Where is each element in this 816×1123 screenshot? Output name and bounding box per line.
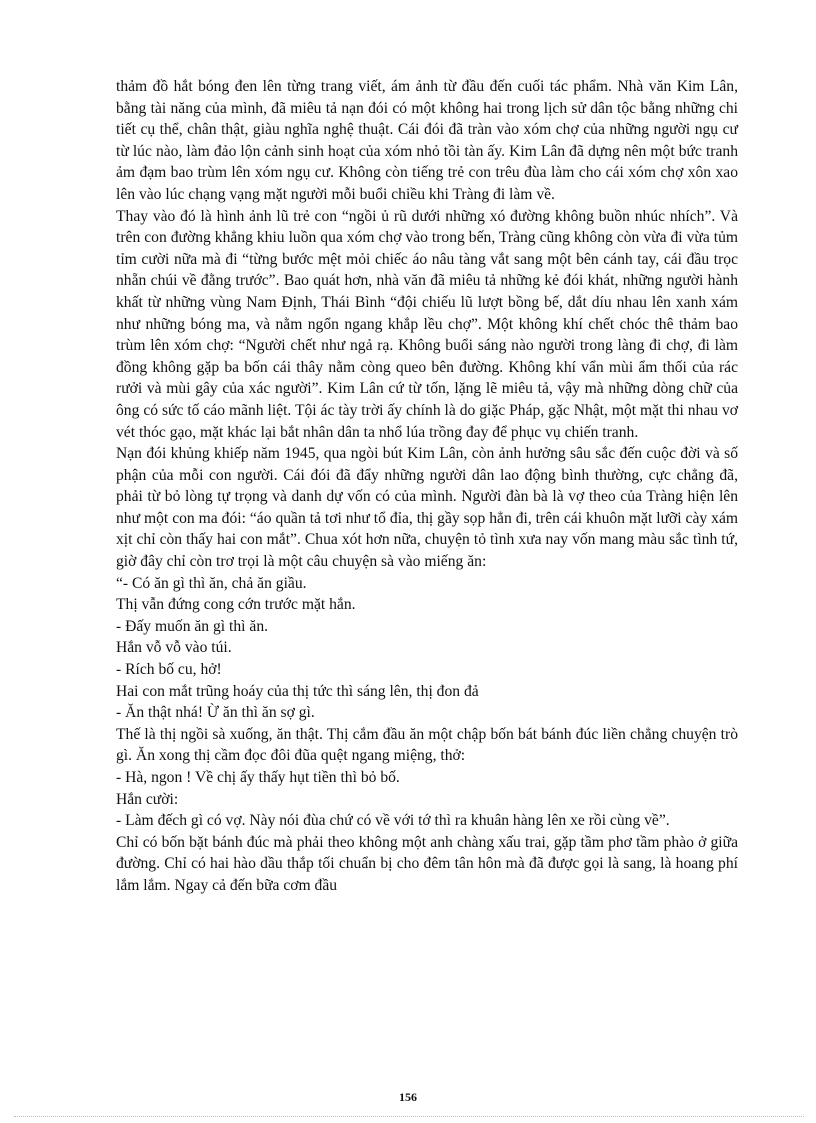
dialogue-line: - Hà, ngon ! Về chị ấy thấy hụt tiền thì bỏ bố. [116, 769, 400, 786]
page-number: 156 [399, 1090, 417, 1104]
paragraph: Nạn đói khủng khiếp năm 1945, qua ngòi bút Kim Lân, còn ảnh hưởng sâu sắc đến cuộc đời và số phận của mỗi con người. Cái đói đã đẩy những người dân lao động bình thường, cực chẳng đã, phải từ bỏ lòng tự trọng và danh dự vốn có của mình. Người đàn bà là vợ theo của Tràng hiện lên như một con ma đói: “áo quần tả tơi như tổ đỉa, thị gầy sọp hẳn đi, trên cái khuôn mặt lưỡi cày xám xịt chỉ còn thấy hai con mắt”. Chua xót hơn nữa, chuyện tỏ tình xưa nay vốn mang màu sắc tình tứ, giờ đây chỉ còn trơ trọi là một câu chuyện sà vào miếng ăn: [116, 445, 738, 571]
dialogue-line: Hắn vỗ vỗ vào túi. [116, 639, 232, 657]
dialogue-line: - Rích bố cu, hở! [116, 661, 222, 679]
dialogue-line: - Ăn thật nhá! Ừ ăn thì ăn sợ gì. [116, 704, 315, 722]
dialogue-line: - Làm đếch gì có vợ. Này nói đùa chứ có về với tớ thì ra khuân hàng lên xe rồi cùng về”. [116, 812, 670, 830]
footer-divider [14, 1116, 804, 1117]
dialogue-line: Hắn cười: [116, 790, 179, 808]
paragraph: Thế là thị ngồi sà xuống, ăn thật. Thị cắm đầu ăn một chập bốn bát bánh đúc liền chẳng chuyện trò gì. Ăn xong thị cầm đọc đôi đũa quệt ngang miệng, thở: [116, 725, 738, 765]
body-text [116, 76, 738, 897]
dialogue-line: - Đấy muốn ăn gì thì ăn. [116, 617, 269, 635]
paragraph: thảm đồ hắt bóng đen lên từng trang viết, ám ảnh từ đầu đến cuối tác phẩm. Nhà văn Kim Lân, bằng tài năng của mình, đã miêu tả nạn đói có một không hai trong lịch sử dân tộc bằng những chi tiết cụ thể, chân thật, giàu nghĩa nghệ thuật. Cái đói đã tràn vào xóm chợ của những người ngụ cư từ lúc nào, làm đảo lộn cảnh sinh hoạt của xóm nhỏ tồi tàn ấy. Kim Lân đã dựng nên một bức tranh ảm đạm bao trùm lên xóm ngụ cư. Không còn tiếng trẻ con trêu đùa làm cho cái xóm chợ xôn xao lên vào lúc chạng vạng mặt người mỗi buổi chiều khi Tràng đi làm về. [116, 78, 738, 203]
paragraph: Thay vào đó là hình ảnh lũ trẻ con “ngồi ủ rũ dưới những xó đường không buồn nhúc nhích”. Và trên con đường khẳng khiu luồn qua xóm chợ vào trong bến, Tràng cũng không còn vừa đi vừa tủm tỉm cười nữa mà đi “từng bước mệt mỏi chiếc áo nâu tàng vắt sang một bên cánh tay, cái đầu trọc nhẵn chúi về đằng trước”. Bao quát hơn, nhà văn đã miêu tả những kẻ đói khát, những người hành khất từ những vùng Nam Định, Thái Bình “đội chiếu lũ lượt bồng bế, dắt díu nhau lên xanh xám như những bóng ma, và nằm ngổn ngang khắp lều chợ”. Một không khí chết chóc thê thảm bao trùm lên xóm chợ: “Người chết như ngả rạ. Không buổi sáng nào người trong làng đi chợ, đi làm đồng không gặp ba bốn cái thây nằm còng queo bên đường. Không khí vẩn mùi ẩm thối của rác rưởi và mùi gây của xác người”. Kim Lân cứ từ tốn, lặng lẽ miêu tả, vậy mà những dòng chữ của ông có sức tố cáo mãnh liệt. Tội ác tày trời ấy chính là do giặc Pháp, gặc Nhật, một mặt thi nhau vơ vét thóc gạo, mặt khác lại bắt nhân dân ta nhổ lúa trồng đay để phục vụ chiến tranh. [116, 207, 738, 441]
dialogue-line: “- Có ăn gì thì ăn, chả ăn giầu. [116, 574, 307, 592]
dialogue-line: Thị vẫn đứng cong cớn trước mặt hắn. [116, 596, 356, 614]
paragraph: Chỉ có bốn bặt bánh đúc mà phải theo không một anh chàng xấu trai, gặp tầm phơ tầm phào ở giữa đường. Chỉ có hai hào dầu thắp tối chuẩn bị cho đêm tân hôn mà đã được gọi là sang, là hoang phí lắm lắm. Ngay cả đến bữa cơm đầu [116, 833, 738, 894]
dialogue-line: Hai con mắt trũng hoáy của thị tức thì sáng lên, thị đon đả [116, 682, 479, 700]
